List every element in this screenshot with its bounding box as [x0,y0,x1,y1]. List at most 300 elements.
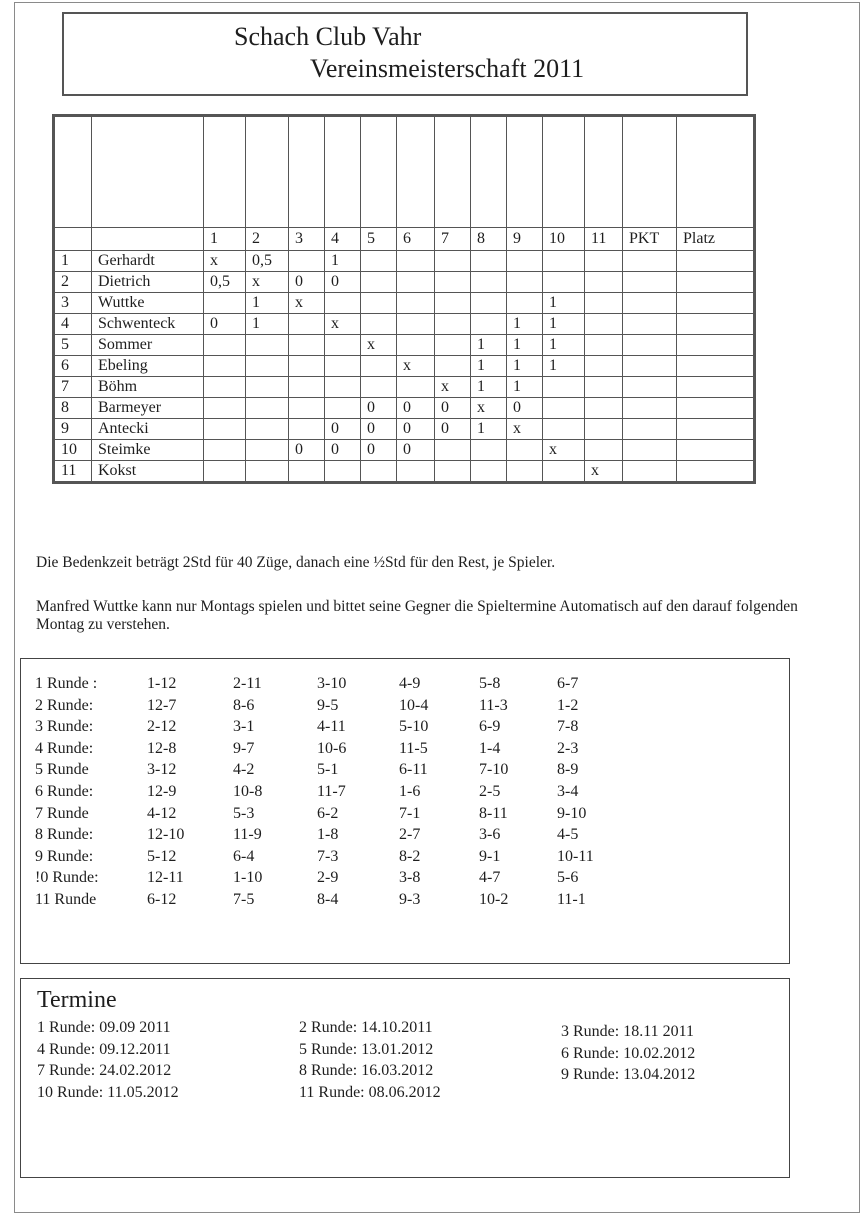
result-cell [585,293,623,314]
round-pairing: 12-10 [147,826,185,844]
round-pairing: 12-11 [147,869,184,887]
round-pairing: 5-10 [399,718,429,736]
result-cell [289,314,325,335]
result-cell [435,251,471,272]
player-name: Dietrich [92,272,204,293]
result-cell [471,461,507,483]
round-pairing: 9-5 [317,696,339,714]
player-number: 5 [54,335,92,356]
result-cell [623,272,677,293]
round-pairing: 11-1 [557,891,586,908]
player-row [54,272,755,293]
result-cell: 1 [246,293,289,314]
termine-date: 6 Runde: 10.02.2012 [561,1044,696,1062]
round-label: 7 Runde [35,804,89,822]
round-label: 3 Runde: [35,718,94,736]
blank-cell [54,228,92,251]
blank-cell [471,116,507,228]
termine-date: 4 Runde: 09.12.2011 [37,1040,171,1058]
result-cell [585,377,623,398]
result-cell [204,419,246,440]
blank-cell [397,116,435,228]
result-cell: 0 [507,398,543,419]
player-number: 10 [54,440,92,461]
round-pairing: 2-11 [233,675,262,692]
blank-cell [325,116,361,228]
column-header: 8 [471,228,507,251]
player-row [54,377,755,398]
round-pairing: 10-6 [317,739,347,757]
round-pairing: 11-7 [317,783,346,800]
column-header: 3 [289,228,325,251]
result-cell [435,314,471,335]
result-cell [623,314,677,335]
round-pairing: 3-12 [147,761,177,779]
result-cell: x [325,314,361,335]
result-cell [677,377,755,398]
column-header: 11 [585,228,623,251]
result-cell: 1 [471,356,507,377]
player-name: Schwenteck [92,314,204,335]
result-cell [435,293,471,314]
round-pairing: 3-8 [399,869,421,887]
player-number: 7 [54,377,92,398]
player-row [54,251,755,272]
player-row [54,314,755,335]
result-cell [361,251,397,272]
result-cell [325,461,361,483]
round-pairing: 7-3 [317,847,339,865]
player-number: 4 [54,314,92,335]
result-cell: 0 [435,398,471,419]
round-label: 9 Runde: [35,847,94,865]
result-cell [289,398,325,419]
result-cell [543,398,585,419]
round-label: 11 Runde [35,891,97,908]
round-pairing: 3-10 [317,675,347,692]
result-cell [623,377,677,398]
round-pairing: 12-7 [147,696,177,714]
result-cell [677,272,755,293]
result-cell [204,377,246,398]
round-pairing: 10-11 [557,847,594,865]
player-number: 8 [54,398,92,419]
result-cell: 1 [246,314,289,335]
round-pairing: 5-8 [479,675,501,692]
result-cell [585,314,623,335]
round-pairing: 9-3 [399,891,421,908]
result-cell [361,272,397,293]
termine-date: 8 Runde: 16.03.2012 [299,1062,434,1079]
round-pairing: 4-11 [317,718,346,736]
result-cell [361,461,397,483]
title-box [62,12,748,96]
result-cell: 0 [325,272,361,293]
blank-cell [585,116,623,228]
round-pairing: 7-10 [479,761,509,779]
round-pairing: 2-7 [399,826,421,844]
result-cell: 0 [361,419,397,440]
blank-cell [289,116,325,228]
result-cell: 1 [543,356,585,377]
result-cell [471,440,507,461]
round-label: !0 Runde: [35,869,99,887]
round-pairing: 9-1 [479,847,501,865]
rounds-schedule [20,658,790,964]
result-cell [246,419,289,440]
result-cell [585,356,623,377]
round-pairing: 4-7 [479,869,501,887]
result-cell [204,440,246,461]
blank-cell [246,116,289,228]
round-pairing: 1-10 [233,869,263,887]
result-cell [623,356,677,377]
result-cell [361,314,397,335]
result-cell: 0 [289,272,325,293]
round-pairing: 5-6 [557,869,579,887]
round-pairing: 7-8 [557,718,579,736]
result-cell: 0 [397,419,435,440]
header-blank-row [54,116,755,228]
result-cell [361,293,397,314]
blank-cell [623,116,677,228]
result-cell [435,440,471,461]
round-pairing: 5-3 [233,804,255,822]
result-cell [361,377,397,398]
termine-box [20,978,790,1178]
result-cell [543,251,585,272]
result-cell: 1 [543,293,585,314]
result-cell: 1 [471,377,507,398]
player-number: 1 [54,251,92,272]
round-pairing: 9-10 [557,804,587,822]
round-pairing: 3-4 [557,783,579,800]
player-name: Gerhardt [92,251,204,272]
result-cell [623,461,677,483]
column-header-row [54,228,755,251]
round-pairing: 10-4 [399,696,429,714]
result-cell: x [471,398,507,419]
result-cell [204,398,246,419]
result-cell [623,440,677,461]
result-cell: x [585,461,623,483]
round-pairing: 1-2 [557,696,579,714]
result-cell: x [397,356,435,377]
round-pairing: 11-5 [399,739,428,757]
round-label: 1 Runde : [35,675,98,692]
result-cell: x [204,251,246,272]
result-cell [543,419,585,440]
player-name: Barmeyer [92,398,204,419]
player-number: 2 [54,272,92,293]
result-cell [677,293,755,314]
round-pairing: 3-1 [233,718,255,736]
round-pairing: 4-2 [233,761,255,779]
result-cell: 0 [289,440,325,461]
result-cell [325,335,361,356]
result-cell: x [543,440,585,461]
result-cell [585,335,623,356]
player-row [54,335,755,356]
column-header: 6 [397,228,435,251]
round-pairing: 11-3 [479,696,508,714]
result-cell [289,377,325,398]
result-cell [507,293,543,314]
result-cell: x [507,419,543,440]
round-pairing: 11-9 [233,826,262,844]
termine-date: 5 Runde: 13.01.2012 [299,1040,434,1058]
result-cell: 1 [471,419,507,440]
round-label: 8 Runde: [35,826,94,844]
round-pairing: 7-1 [399,804,421,822]
player-number: 11 [54,461,92,483]
player-name: Wuttke [92,293,204,314]
result-cell [435,356,471,377]
round-pairing: 1-12 [147,675,177,692]
result-cell: 0 [204,314,246,335]
result-cell: 0 [361,440,397,461]
result-cell [623,398,677,419]
result-cell: 0 [325,440,361,461]
result-cell [585,398,623,419]
blank-cell [92,116,204,228]
result-cell [204,293,246,314]
result-cell [204,461,246,483]
result-cell [507,440,543,461]
result-cell [471,314,507,335]
round-pairing: 5-1 [317,761,339,779]
result-cell [361,356,397,377]
result-cell: 1 [325,251,361,272]
result-cell [623,419,677,440]
round-pairing: 8-9 [557,761,579,779]
round-pairing: 5-12 [147,847,177,865]
result-cell [623,293,677,314]
result-cell [585,440,623,461]
column-header: 7 [435,228,471,251]
round-pairing: 6-11 [399,761,428,779]
round-label: 4 Runde: [35,739,94,757]
player-name: Kokst [92,461,204,483]
result-cell: 1 [471,335,507,356]
result-cell [677,251,755,272]
round-pairing: 7-5 [233,891,255,908]
result-cell: 1 [507,377,543,398]
result-cell: 0 [397,398,435,419]
result-cell [507,272,543,293]
result-cell: 0 [325,419,361,440]
result-cell [204,356,246,377]
result-cell [204,335,246,356]
result-cell: x [435,377,471,398]
result-cell [435,272,471,293]
result-cell: 0 [435,419,471,440]
round-pairing: 8-6 [233,696,255,714]
round-pairing: 4-5 [557,826,579,844]
player-row [54,440,755,461]
player-name: Steimke [92,440,204,461]
round-pairing: 6-4 [233,847,255,865]
termine-date: 7 Runde: 24.02.2012 [37,1062,172,1079]
result-cell [677,440,755,461]
player-number: 3 [54,293,92,314]
result-cell [325,293,361,314]
result-cell [289,356,325,377]
column-header: 2 [246,228,289,251]
termine-date: 2 Runde: 14.10.2011 [299,1019,433,1036]
result-cell [677,419,755,440]
blank-cell [54,116,92,228]
termine-date: 3 Runde: 18.11 2011 [561,1023,695,1040]
blank-cell [204,116,246,228]
result-cell: 1 [543,314,585,335]
result-cell [246,377,289,398]
result-cell [246,398,289,419]
result-cell [246,440,289,461]
result-cell [471,251,507,272]
wuttke-note: Manfred Wuttke kann nur Montags spielen und bittet seine Gegner die Spieltermine Automatisch auf den darauf folgenden Montag zu verstehen. [36,598,798,633]
round-pairing: 1-8 [317,826,339,844]
result-cell [289,461,325,483]
result-cell [677,314,755,335]
round-pairing: 6-12 [147,891,177,908]
round-pairing: 12-8 [147,739,177,757]
round-pairing: 8-2 [399,847,421,865]
club-name: Schach Club Vahr [234,22,422,51]
result-cell [397,293,435,314]
result-cell [677,356,755,377]
result-cell [397,377,435,398]
result-cell [507,461,543,483]
player-name: Ebeling [92,356,204,377]
round-label: 2 Runde: [35,696,94,714]
result-cell [435,335,471,356]
round-pairing: 2-3 [557,739,579,757]
round-pairing: 8-4 [317,891,339,908]
round-pairing: 9-7 [233,739,255,757]
result-cell: 0,5 [204,272,246,293]
result-cell [623,251,677,272]
termine-date: 10 Runde: 11.05.2012 [37,1083,179,1101]
result-cell: 0 [397,440,435,461]
round-pairing: 10-2 [479,891,509,908]
result-cell [623,335,677,356]
blank-cell [361,116,397,228]
result-cell [246,335,289,356]
round-label: 5 Runde [35,761,89,779]
round-pairing: 3-6 [479,826,501,844]
player-row [54,461,755,483]
column-header: PKT [623,228,677,251]
result-cell [397,251,435,272]
result-cell [325,398,361,419]
result-cell [325,377,361,398]
player-row [54,293,755,314]
result-cell: x [246,272,289,293]
round-pairing: 2-5 [479,783,501,800]
player-name: Böhm [92,377,204,398]
round-pairing: 8-11 [479,804,508,822]
round-pairing: 10-8 [233,783,263,800]
round-pairing: 2-12 [147,718,177,736]
result-cell: 1 [507,335,543,356]
result-cell [246,461,289,483]
crosstable [52,114,756,484]
termine-title: Termine [37,987,117,1013]
blank-cell [507,116,543,228]
round-label: 6 Runde: [35,783,94,800]
result-cell: 1 [507,314,543,335]
player-row [54,398,755,419]
result-cell [325,356,361,377]
result-cell [543,461,585,483]
column-header: 1 [204,228,246,251]
termine-date: 9 Runde: 13.04.2012 [561,1066,696,1083]
result-cell: x [289,293,325,314]
round-pairing: 6-9 [479,718,501,736]
result-cell: 1 [507,356,543,377]
column-header: Platz [677,228,755,251]
time-control-note: Die Bedenkzeit beträgt 2Std für 40 Züge, danach eine ½Std für den Rest, je Spieler. [36,554,556,571]
result-cell [585,272,623,293]
result-cell [397,335,435,356]
round-pairing: 1-4 [479,739,501,757]
result-cell [543,377,585,398]
result-cell: 1 [543,335,585,356]
column-header: 4 [325,228,361,251]
result-cell [289,419,325,440]
column-header: 9 [507,228,543,251]
result-cell [435,461,471,483]
blank-cell [435,116,471,228]
column-header: 10 [543,228,585,251]
result-cell [677,461,755,483]
round-pairing: 6-7 [557,675,579,692]
result-cell [585,251,623,272]
result-cell [397,461,435,483]
result-cell [471,293,507,314]
player-number: 6 [54,356,92,377]
round-pairing: 2-9 [317,869,339,887]
blank-cell [677,116,755,228]
player-row [54,356,755,377]
result-cell [289,251,325,272]
round-pairing: 12-9 [147,783,177,800]
result-cell: 0 [361,398,397,419]
round-pairing: 4-9 [399,675,421,692]
termine-date: 1 Runde: 09.09 2011 [37,1019,171,1036]
column-header: 5 [361,228,397,251]
result-cell [677,398,755,419]
result-cell [289,335,325,356]
round-pairing: 4-12 [147,804,177,822]
result-cell [677,335,755,356]
result-cell [543,272,585,293]
result-cell [507,251,543,272]
result-cell: 0,5 [246,251,289,272]
termine-date: 11 Runde: 08.06.2012 [299,1083,441,1101]
player-row [54,419,755,440]
player-number: 9 [54,419,92,440]
result-cell [246,356,289,377]
result-cell [397,314,435,335]
championship-title: Vereinsmeisterschaft 2011 [310,54,585,83]
player-name: Antecki [92,419,204,440]
round-pairing: 6-2 [317,804,339,822]
result-cell [585,419,623,440]
blank-cell [543,116,585,228]
player-name: Sommer [92,335,204,356]
